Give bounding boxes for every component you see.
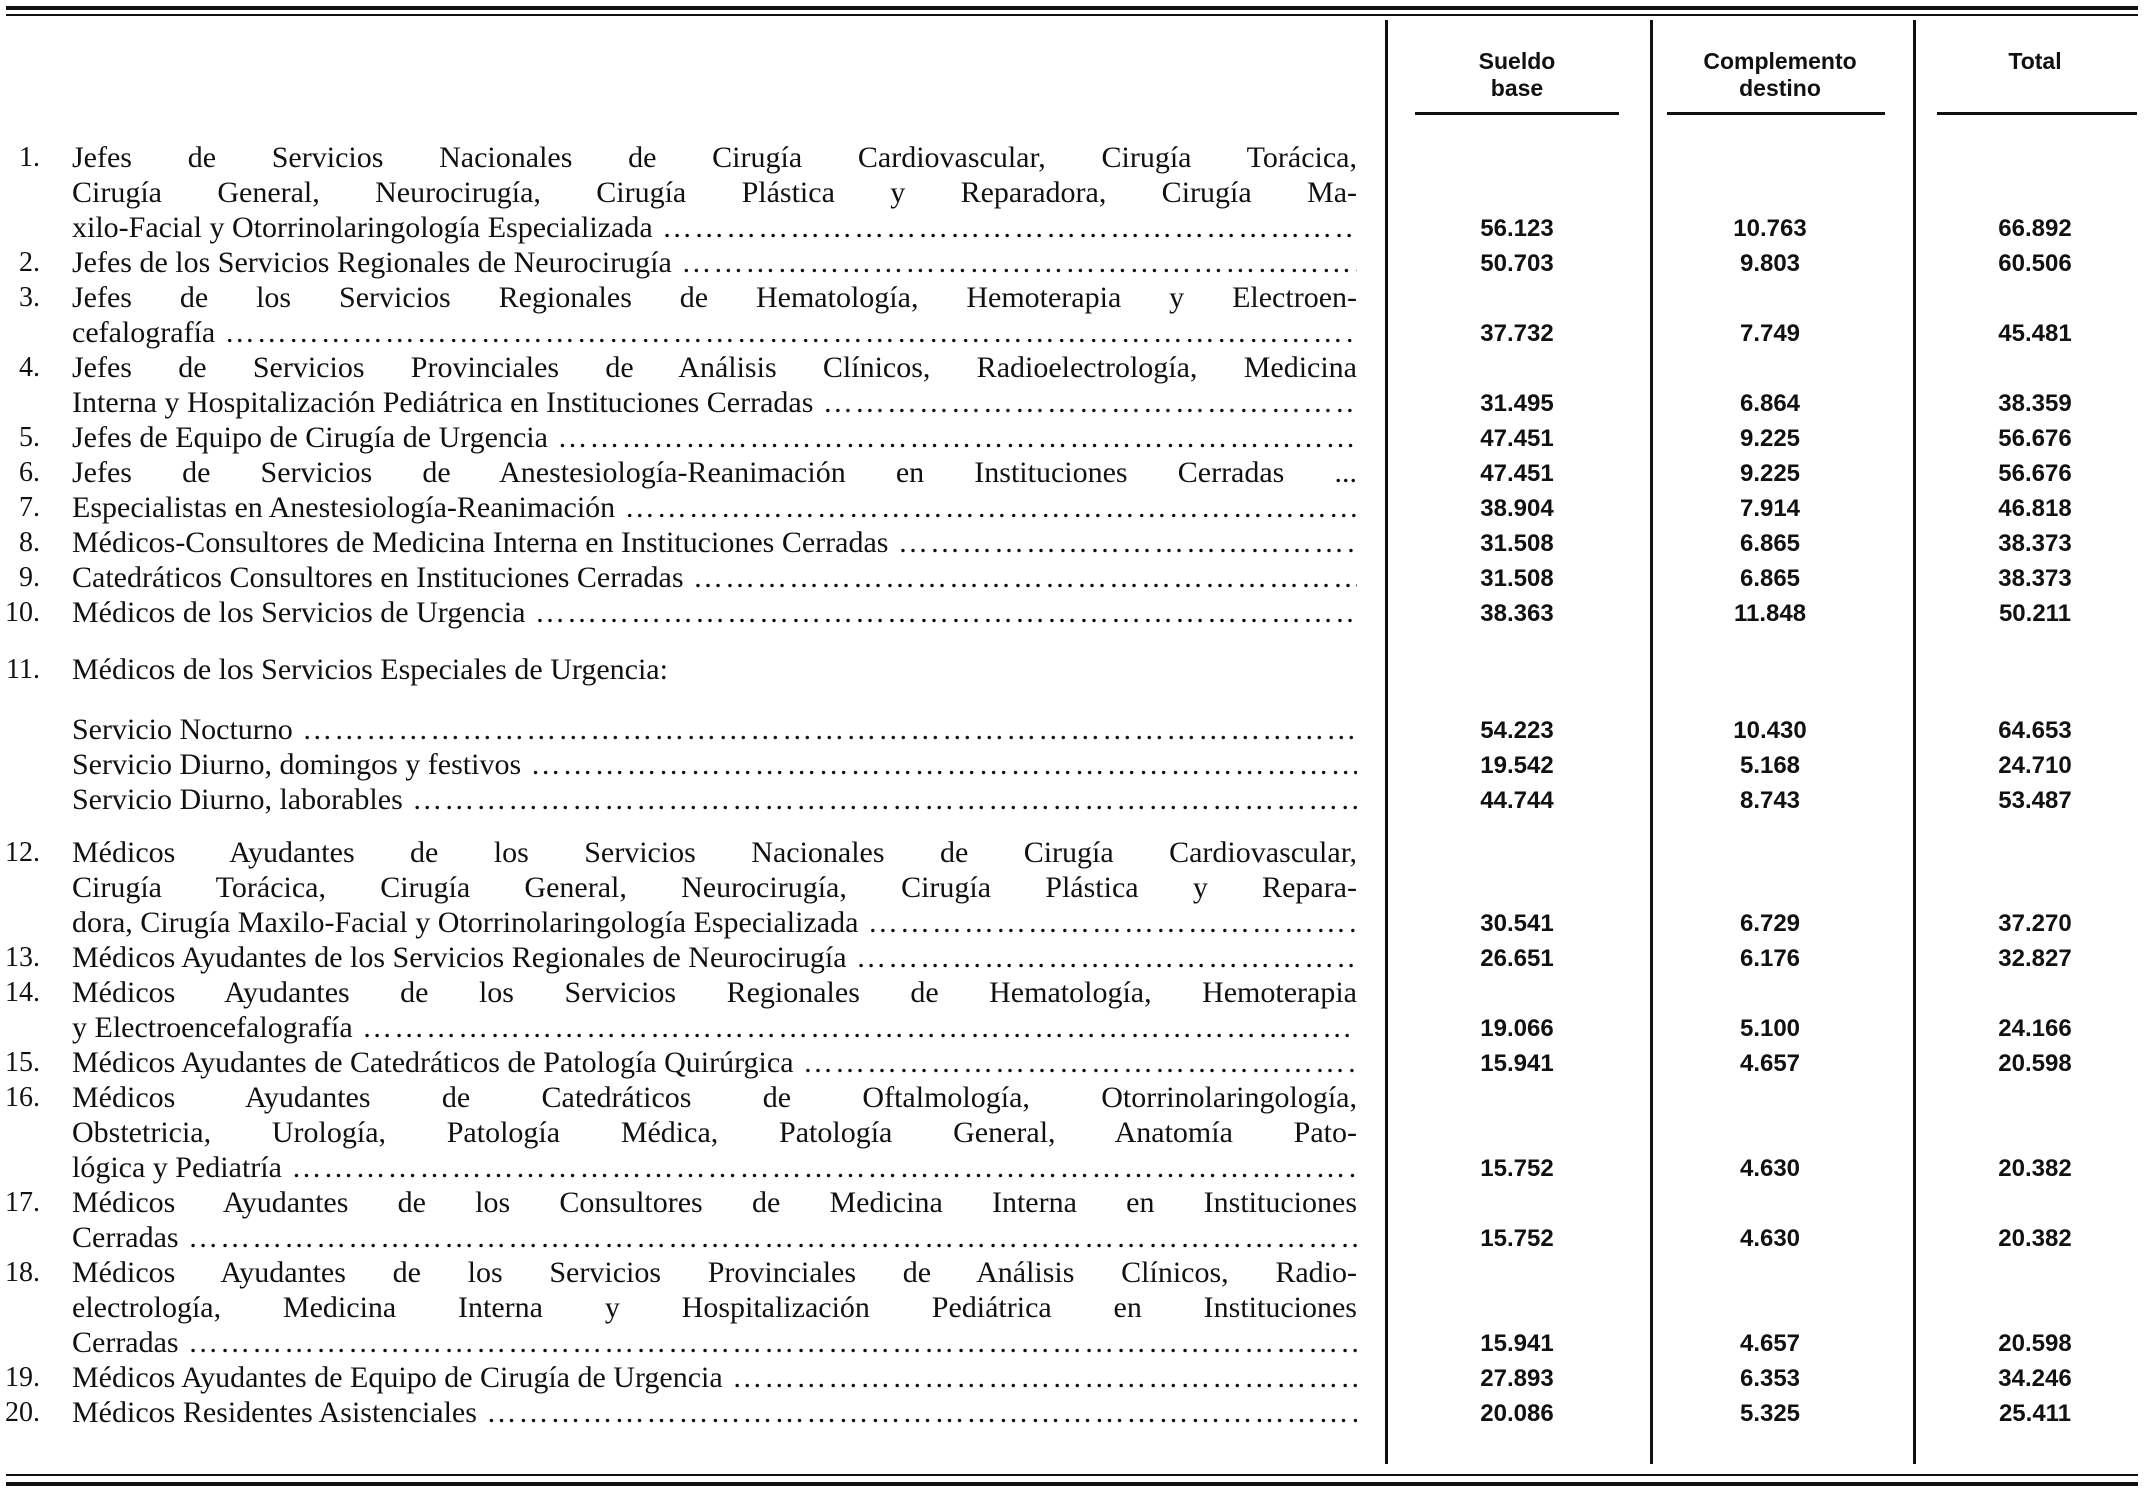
complemento-destino-value: 7.749 [1739, 320, 1801, 347]
complemento-destino-value: 7.914 [1739, 495, 1801, 522]
item-description: Médicos Ayudantes de los Servicios Nacionales de Cirugía Cardiovascular, [72, 837, 1357, 869]
complemento-destino-value: 6.865 [1739, 565, 1801, 592]
item-description: Jefes de los Servicios Regionales de Hematología, Hemoterapia y Electroen- [72, 282, 1357, 314]
complemento-destino-value: 4.630 [1739, 1225, 1801, 1252]
table-line [0, 784, 2144, 816]
table-line [0, 492, 2144, 524]
item-description: Médicos-Consultores de Medicina Interna en Instituciones Cerradas ……………………………………………………………………………………………………………………… [72, 527, 1357, 559]
complemento-destino-value: 10.430 [1733, 717, 1807, 744]
table-line [0, 317, 2144, 349]
item-number: 10. [5, 597, 40, 628]
item-number: 7. [19, 492, 40, 523]
header-sueldo-base [1417, 48, 1617, 102]
total-value: 60.506 [1998, 250, 2072, 277]
table-line [0, 907, 2144, 939]
complemento-destino-value: 6.353 [1739, 1365, 1801, 1392]
sueldo-base-value: 56.123 [1480, 215, 1554, 242]
item-number: 11. [6, 654, 40, 685]
table-line [0, 749, 2144, 781]
table-line [0, 1362, 2144, 1394]
item-description: Servicio Diurno, domingos y festivos ……………………………………………………………………………………………………………………… [72, 749, 1357, 781]
item-number: 4. [19, 352, 40, 383]
table-line [0, 387, 2144, 419]
sueldo-base-value: 30.541 [1480, 910, 1554, 937]
total-value: 24.710 [1998, 752, 2072, 779]
total-value: 37.270 [1998, 910, 2072, 937]
complemento-destino-value: 4.657 [1739, 1330, 1801, 1357]
item-description: Médicos Ayudantes de los Consultores de Medicina Interna en Instituciones [72, 1187, 1357, 1219]
sueldo-base-value: 54.223 [1480, 717, 1554, 744]
item-description: xilo-Facial y Otorrinolaringología Especializada ……………………………………………………………………………………………………………………… [72, 212, 1357, 244]
item-number: 12. [5, 837, 40, 868]
table-line [0, 977, 2144, 1009]
item-description: Cerradas ……………………………………………………………………………………………………………………… [72, 1327, 1357, 1359]
table-line [0, 562, 2144, 594]
item-description: Médicos Ayudantes de Catedráticos de Patología Quirúrgica ……………………………………………………………………………………………………………………… [72, 1047, 1357, 1079]
item-description: lógica y Pediatría ……………………………………………………………………………………………………………………… [72, 1152, 1357, 1184]
top-rule-thin [6, 14, 2138, 16]
complemento-destino-value: 5.100 [1739, 1015, 1801, 1042]
sueldo-base-value: 20.086 [1480, 1400, 1554, 1427]
complemento-destino-value: 11.848 [1733, 600, 1807, 627]
header-complemento-line1: Complemento [1703, 48, 1857, 74]
complemento-destino-value: 4.630 [1739, 1155, 1801, 1182]
table-line [0, 1397, 2144, 1429]
table-line [0, 282, 2144, 314]
table-line [0, 654, 2144, 686]
table-line [0, 1012, 2144, 1044]
item-description: Médicos Ayudantes de los Servicios Provinciales de Análisis Clínicos, Radio- [72, 1257, 1357, 1289]
total-value: 53.487 [1998, 787, 2072, 814]
sueldo-base-value: 38.904 [1480, 495, 1554, 522]
table-line [0, 1187, 2144, 1219]
item-description: Servicio Nocturno ……………………………………………………………………………………………………………………… [72, 714, 1357, 746]
total-value: 38.373 [1998, 530, 2072, 557]
total-value: 24.166 [1998, 1015, 2072, 1042]
item-description: Médicos Ayudantes de los Servicios Regionales de Neurocirugía ……………………………………………………………………………………………………………………… [72, 942, 1357, 974]
complemento-destino-value: 6.729 [1739, 910, 1801, 937]
sueldo-base-value: 15.752 [1480, 1155, 1554, 1182]
item-description: Jefes de los Servicios Regionales de Neurocirugía ……………………………………………………………………………………………………………………… [72, 247, 1357, 279]
header-sueldo-line2: base [1490, 75, 1544, 101]
item-description: Servicio Diurno, laborables ……………………………………………………………………………………………………………………… [72, 784, 1357, 816]
complemento-destino-value: 5.325 [1739, 1400, 1801, 1427]
item-description: Jefes de Servicios Nacionales de Cirugía Cardiovascular, Cirugía Torácica, [72, 142, 1357, 174]
bottom-rule-thick [6, 1482, 2138, 1486]
sueldo-base-value: 27.893 [1480, 1365, 1554, 1392]
table-line [0, 142, 2144, 174]
total-value: 25.411 [1998, 1400, 2072, 1427]
table-line [0, 352, 2144, 384]
sueldo-base-value: 38.363 [1480, 600, 1554, 627]
sueldo-base-value: 47.451 [1480, 425, 1554, 452]
total-value: 56.676 [1998, 460, 2072, 487]
complemento-destino-value: 6.864 [1739, 390, 1801, 417]
item-number: 20. [5, 1397, 40, 1428]
item-number: 14. [5, 977, 40, 1008]
header-underline [1937, 112, 2137, 115]
total-value: 20.598 [1998, 1050, 2072, 1077]
total-value: 45.481 [1998, 320, 2072, 347]
item-number: 2. [19, 247, 40, 278]
total-value: 50.211 [1998, 600, 2072, 627]
table-line [0, 597, 2144, 629]
header-underline [1667, 112, 1885, 115]
header-complemento-destino [1665, 48, 1895, 102]
table-line [0, 1292, 2144, 1324]
item-description: Jefes de Equipo de Cirugía de Urgencia ……………………………………………………………………………………………………………………… [72, 422, 1357, 454]
header-complemento-line2: destino [1739, 75, 1821, 101]
table-line [0, 1047, 2144, 1079]
table-line [0, 527, 2144, 559]
table-line [0, 1117, 2144, 1149]
header-total [1935, 48, 2135, 75]
item-description: Médicos Ayudantes de Equipo de Cirugía de Urgencia ……………………………………………………………………………………………………………………… [72, 1362, 1357, 1394]
item-description: Médicos de los Servicios de Urgencia ……………………………………………………………………………………………………………………… [72, 597, 1357, 629]
table-line [0, 422, 2144, 454]
table-line [0, 247, 2144, 279]
item-number: 6. [19, 457, 40, 488]
table-line [0, 872, 2144, 904]
table-line [0, 714, 2144, 746]
header-total-line1: Total [2008, 48, 2062, 74]
table-line [0, 1257, 2144, 1289]
table-line [0, 942, 2144, 974]
top-rule-thick [6, 6, 2138, 10]
table-line [0, 837, 2144, 869]
total-value: 20.598 [1998, 1330, 2072, 1357]
sueldo-base-value: 44.744 [1480, 787, 1554, 814]
complemento-destino-value: 6.865 [1739, 530, 1801, 557]
table-line [0, 1152, 2144, 1184]
item-number: 13. [5, 942, 40, 973]
total-value: 56.676 [1998, 425, 2072, 452]
item-description: Especialistas en Anestesiología-Reanimación ……………………………………………………………………………………………………………………… [72, 492, 1357, 524]
item-description: cefalografía ……………………………………………………………………………………………………………………… [72, 317, 1357, 349]
table-line [0, 1327, 2144, 1359]
table-line [0, 1222, 2144, 1254]
sueldo-base-value: 15.752 [1480, 1225, 1554, 1252]
table-line [0, 177, 2144, 209]
table-line [0, 457, 2144, 489]
item-number: 19. [5, 1362, 40, 1393]
item-description: Catedráticos Consultores en Instituciones Cerradas ……………………………………………………………………………………………………………………… [72, 562, 1357, 594]
item-description: dora, Cirugía Maxilo-Facial y Otorrinolaringología Especializada ……………………………………………………………………………………………………………………… [72, 907, 1357, 939]
item-number: 8. [19, 527, 40, 558]
complemento-destino-value: 10.763 [1733, 215, 1807, 242]
sueldo-base-value: 15.941 [1480, 1330, 1554, 1357]
bottom-rule-thin [6, 1474, 2138, 1476]
item-description: Cirugía Torácica, Cirugía General, Neurocirugía, Cirugía Plástica y Repara- [72, 872, 1357, 904]
complemento-destino-value: 4.657 [1739, 1050, 1801, 1077]
item-description: electrología, Medicina Interna y Hospitalización Pediátrica en Instituciones [72, 1292, 1357, 1324]
item-number: 1. [19, 142, 40, 173]
sueldo-base-value: 31.508 [1480, 530, 1554, 557]
sueldo-base-value: 19.066 [1480, 1015, 1554, 1042]
table-line [0, 1082, 2144, 1114]
item-number: 17. [5, 1187, 40, 1218]
header-sueldo-line1: Sueldo [1478, 48, 1556, 74]
item-description: Cerradas ……………………………………………………………………………………………………………………… [72, 1222, 1357, 1254]
item-description: Cirugía General, Neurocirugía, Cirugía Plástica y Reparadora, Cirugía Ma- [72, 177, 1357, 209]
complemento-destino-value: 9.803 [1739, 250, 1801, 277]
sueldo-base-value: 31.495 [1480, 390, 1554, 417]
total-value: 20.382 [1998, 1225, 2072, 1252]
table-line [0, 212, 2144, 244]
item-number: 18. [5, 1257, 40, 1288]
total-value: 64.653 [1998, 717, 2072, 744]
total-value: 38.359 [1998, 390, 2072, 417]
item-description: Interna y Hospitalización Pediátrica en Instituciones Cerradas ……………………………………………………………………………………………………………………… [72, 387, 1357, 419]
sueldo-base-value: 31.508 [1480, 565, 1554, 592]
item-number: 15. [5, 1047, 40, 1078]
total-value: 34.246 [1998, 1365, 2072, 1392]
sueldo-base-value: 47.451 [1480, 460, 1554, 487]
total-value: 38.373 [1998, 565, 2072, 592]
sueldo-base-value: 26.651 [1480, 945, 1554, 972]
complemento-destino-value: 8.743 [1739, 787, 1801, 814]
total-value: 66.892 [1998, 215, 2072, 242]
sueldo-base-value: 19.542 [1480, 752, 1554, 779]
sueldo-base-value: 37.732 [1480, 320, 1554, 347]
complemento-destino-value: 6.176 [1739, 945, 1801, 972]
item-description: Jefes de Servicios Provinciales de Análisis Clínicos, Radioelectrología, Medicina [72, 352, 1357, 384]
total-value: 46.818 [1998, 495, 2072, 522]
item-number: 16. [5, 1082, 40, 1113]
complemento-destino-value: 9.225 [1739, 425, 1801, 452]
complemento-destino-value: 9.225 [1739, 460, 1801, 487]
item-description: Obstetricia, Urología, Patología Médica, Patología General, Anatomía Pato- [72, 1117, 1357, 1149]
sueldo-base-value: 15.941 [1480, 1050, 1554, 1077]
item-number: 5. [19, 422, 40, 453]
total-value: 20.382 [1998, 1155, 2072, 1182]
header-underline [1415, 112, 1619, 115]
item-description: Médicos Residentes Asistenciales ……………………………………………………………………………………………………………………… [72, 1397, 1357, 1429]
item-number: 9. [19, 562, 40, 593]
item-description: Médicos Ayudantes de Catedráticos de Oftalmología, Otorrinolaringología, [72, 1082, 1357, 1114]
item-description: Médicos de los Servicios Especiales de Urgencia: [72, 654, 668, 686]
item-description: y Electroencefalografía ……………………………………………………………………………………………………………………… [72, 1012, 1357, 1044]
item-description: Jefes de Servicios de Anestesiología-Reanimación en Instituciones Cerradas ... [72, 457, 1357, 489]
complemento-destino-value: 5.168 [1739, 752, 1801, 779]
total-value: 32.827 [1998, 945, 2072, 972]
item-number: 3. [19, 282, 40, 313]
sueldo-base-value: 50.703 [1480, 250, 1554, 277]
item-description: Médicos Ayudantes de los Servicios Regionales de Hematología, Hemoterapia [72, 977, 1357, 1009]
